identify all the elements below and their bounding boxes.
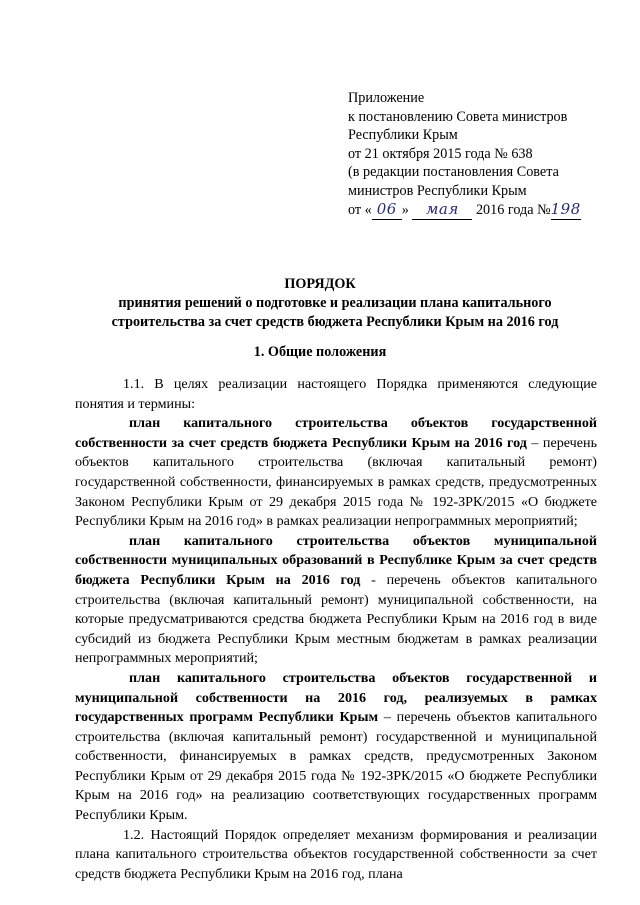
date-prefix: от «: [348, 202, 372, 218]
document-subtitle: принятия решений о подготовке и реализации плана капитального строительства за счет средств бюджета Республики Крым на 2016 год: [111, 295, 559, 330]
paragraph: [75, 532, 597, 669]
term-bold: план капитального строительства объектов муниципальной собственности муниципальных образований в Республике Крым за счет средств бюджета Республики Крым на 2016 год: [75, 532, 597, 588]
annex-date-line: [348, 200, 581, 220]
date-suffix: 2016 года №: [472, 202, 551, 218]
term-bold: план капитального строительства объектов государственной собственности за счет средств бюджета Республики Крым на 2016 год: [75, 415, 597, 451]
handwritten-day: 06: [372, 200, 402, 220]
date-mid: »: [401, 202, 413, 218]
paragraph: [75, 669, 597, 826]
annex-line: (в редакции постановления Совета: [348, 164, 559, 180]
handwritten-number: 198: [550, 200, 581, 218]
term-definition: – перечень объектов капитального строительства (включая капитальный ремонт) государственной и муниципальной собственности, финансируемых в рамках средств, предусмотренных Законом Республики Крым от 29 декабря 2015 года № 192-ЗРК/2015 «О бюджете Республики Крым на 2016 год» на реализацию соответствующих государственных программ Республики Крым.: [75, 709, 597, 824]
handwritten-month: мая: [412, 200, 472, 220]
annex-block: [348, 89, 581, 220]
paragraph: 1.2. Настоящий Порядок определяет механизм формирования и реализации плана капитального строительства объектов государственной собственности за счет средств бюджета Республики Крым на 2016 год, плана: [75, 826, 597, 882]
document-body: [75, 375, 597, 884]
term-bold: план капитального строительства объектов государственной и муниципальной собственности на 2016 год, реализуемых в рамках государственных программ Республики Крым: [75, 669, 597, 726]
paragraph: [75, 414, 597, 532]
annex-line: к постановлению Совета министров: [348, 108, 568, 125]
annex-line: Приложение: [348, 90, 425, 106]
term-definition: – перечень объектов капитального строительства (включая капитальный ремонт) государственной собственности, финансируемых в рамках средств, предусмотренных Законом Республики Крым от 29 декабря 2015 года № 192-ЗРК/2015 «О бюджете Республики Крым на 2016 год» в рамках реализации непрограммных мероприятий;: [75, 434, 597, 530]
paragraph: 1.1. В целях реализации настоящего Порядка применяются следующие понятия и термины:: [75, 376, 597, 412]
term-definition: - перечень объектов капитального строительства (включая капитальный ремонт) муниципальной собственности, на которые предусматриваются средства бюджета Республики Крым на 2016 год в виде субсидий из бюджета Республики Крым местным бюджетам в рамках реализации непрограммных мероприятий;: [75, 571, 598, 667]
annex-line: от 21 октября 2015 года № 638: [348, 145, 533, 162]
document-title: ПОРЯДОК: [284, 276, 356, 292]
annex-line: Республики Крым: [348, 127, 458, 143]
section-heading: 1. Общие положения: [253, 344, 387, 360]
annex-line: министров Республики Крым: [348, 182, 527, 199]
